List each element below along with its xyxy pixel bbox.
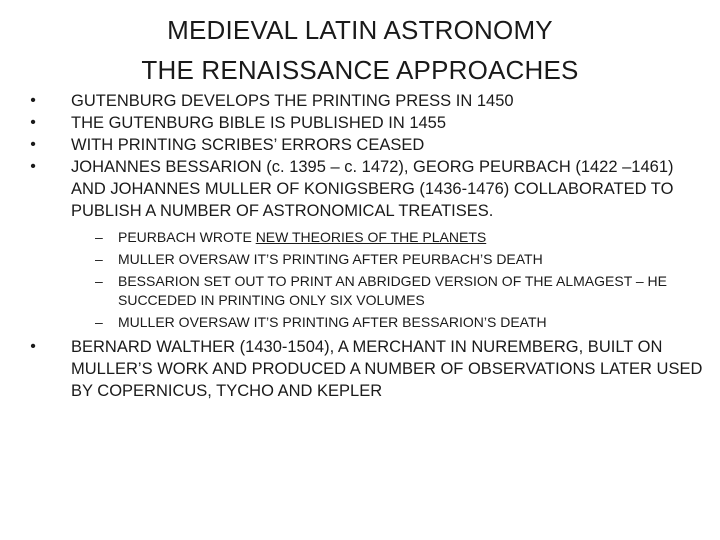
- bullet-item: [26, 90, 706, 112]
- bullet-item: [26, 336, 706, 402]
- bullet-item: [26, 112, 706, 134]
- bullet-text: BERNARD WALTHER (1430-1504), A MERCHANT IN NUREMBERG, BUILT ON MULLER’S WORK AND PRODUCED A NUMBER OF OBSERVATIONS LATER USED BY COPERNICUS, TYCHO AND KEPLER: [71, 338, 703, 400]
- bullet-text: JOHANNES BESSARION (c. 1395 – c. 1472), GEORG PEURBACH (1422 –1461) AND JOHANNES MULLER OF KONIGSBERG (1436-1476) COLLABORATED TO PUBLISH A NUMBER OF ASTRONOMICAL TREATISES.: [71, 158, 674, 220]
- bullet-icon: •: [30, 338, 36, 355]
- sub-bullet-text-prefix: PEURBACH WROTE: [118, 229, 256, 245]
- dash-icon: –: [95, 273, 103, 289]
- bullet-icon: •: [30, 92, 36, 109]
- dash-icon: –: [95, 251, 103, 267]
- bullet-icon: •: [30, 158, 36, 175]
- title-line-2: THE RENAISSANCE APPROACHES: [141, 55, 579, 85]
- sub-bullet-text: MULLER OVERSAW IT’S PRINTING AFTER BESSARION’S DEATH: [118, 314, 547, 330]
- sub-bullet-text: MULLER OVERSAW IT’S PRINTING AFTER PEURBACH’S DEATH: [118, 251, 543, 267]
- bullet-list: [26, 90, 706, 402]
- bullet-icon: •: [30, 114, 36, 131]
- bullet-text: WITH PRINTING SCRIBES’ ERRORS CEASED: [71, 136, 425, 154]
- title-line-1: MEDIEVAL LATIN ASTRONOMY: [167, 15, 553, 45]
- slide-body: [26, 90, 706, 402]
- bullet-item: [26, 134, 706, 156]
- bullet-icon: •: [30, 136, 36, 153]
- dash-icon: –: [95, 229, 103, 245]
- book-title: NEW THEORIES OF THE PLANETS: [255, 229, 487, 245]
- slide-title: [0, 10, 720, 90]
- bullet-text: GUTENBURG DEVELOPS THE PRINTING PRESS IN 1450: [71, 92, 514, 110]
- bullet-text: THE GUTENBURG BIBLE IS PUBLISHED IN 1455: [71, 114, 447, 132]
- sub-bullet-item: [71, 250, 706, 269]
- sub-bullet-item: [71, 228, 706, 247]
- sub-bullet-list: [71, 228, 706, 332]
- dash-icon: –: [95, 314, 103, 330]
- bullet-item: [26, 156, 706, 332]
- sub-bullet-item: [71, 272, 706, 310]
- sub-bullet-text: BESSARION SET OUT TO PRINT AN ABRIDGED VERSION OF THE ALMAGEST – HE SUCCEDED IN PRINTING ONLY SIX VOLUMES: [118, 273, 668, 308]
- sub-bullet-item: [71, 313, 706, 332]
